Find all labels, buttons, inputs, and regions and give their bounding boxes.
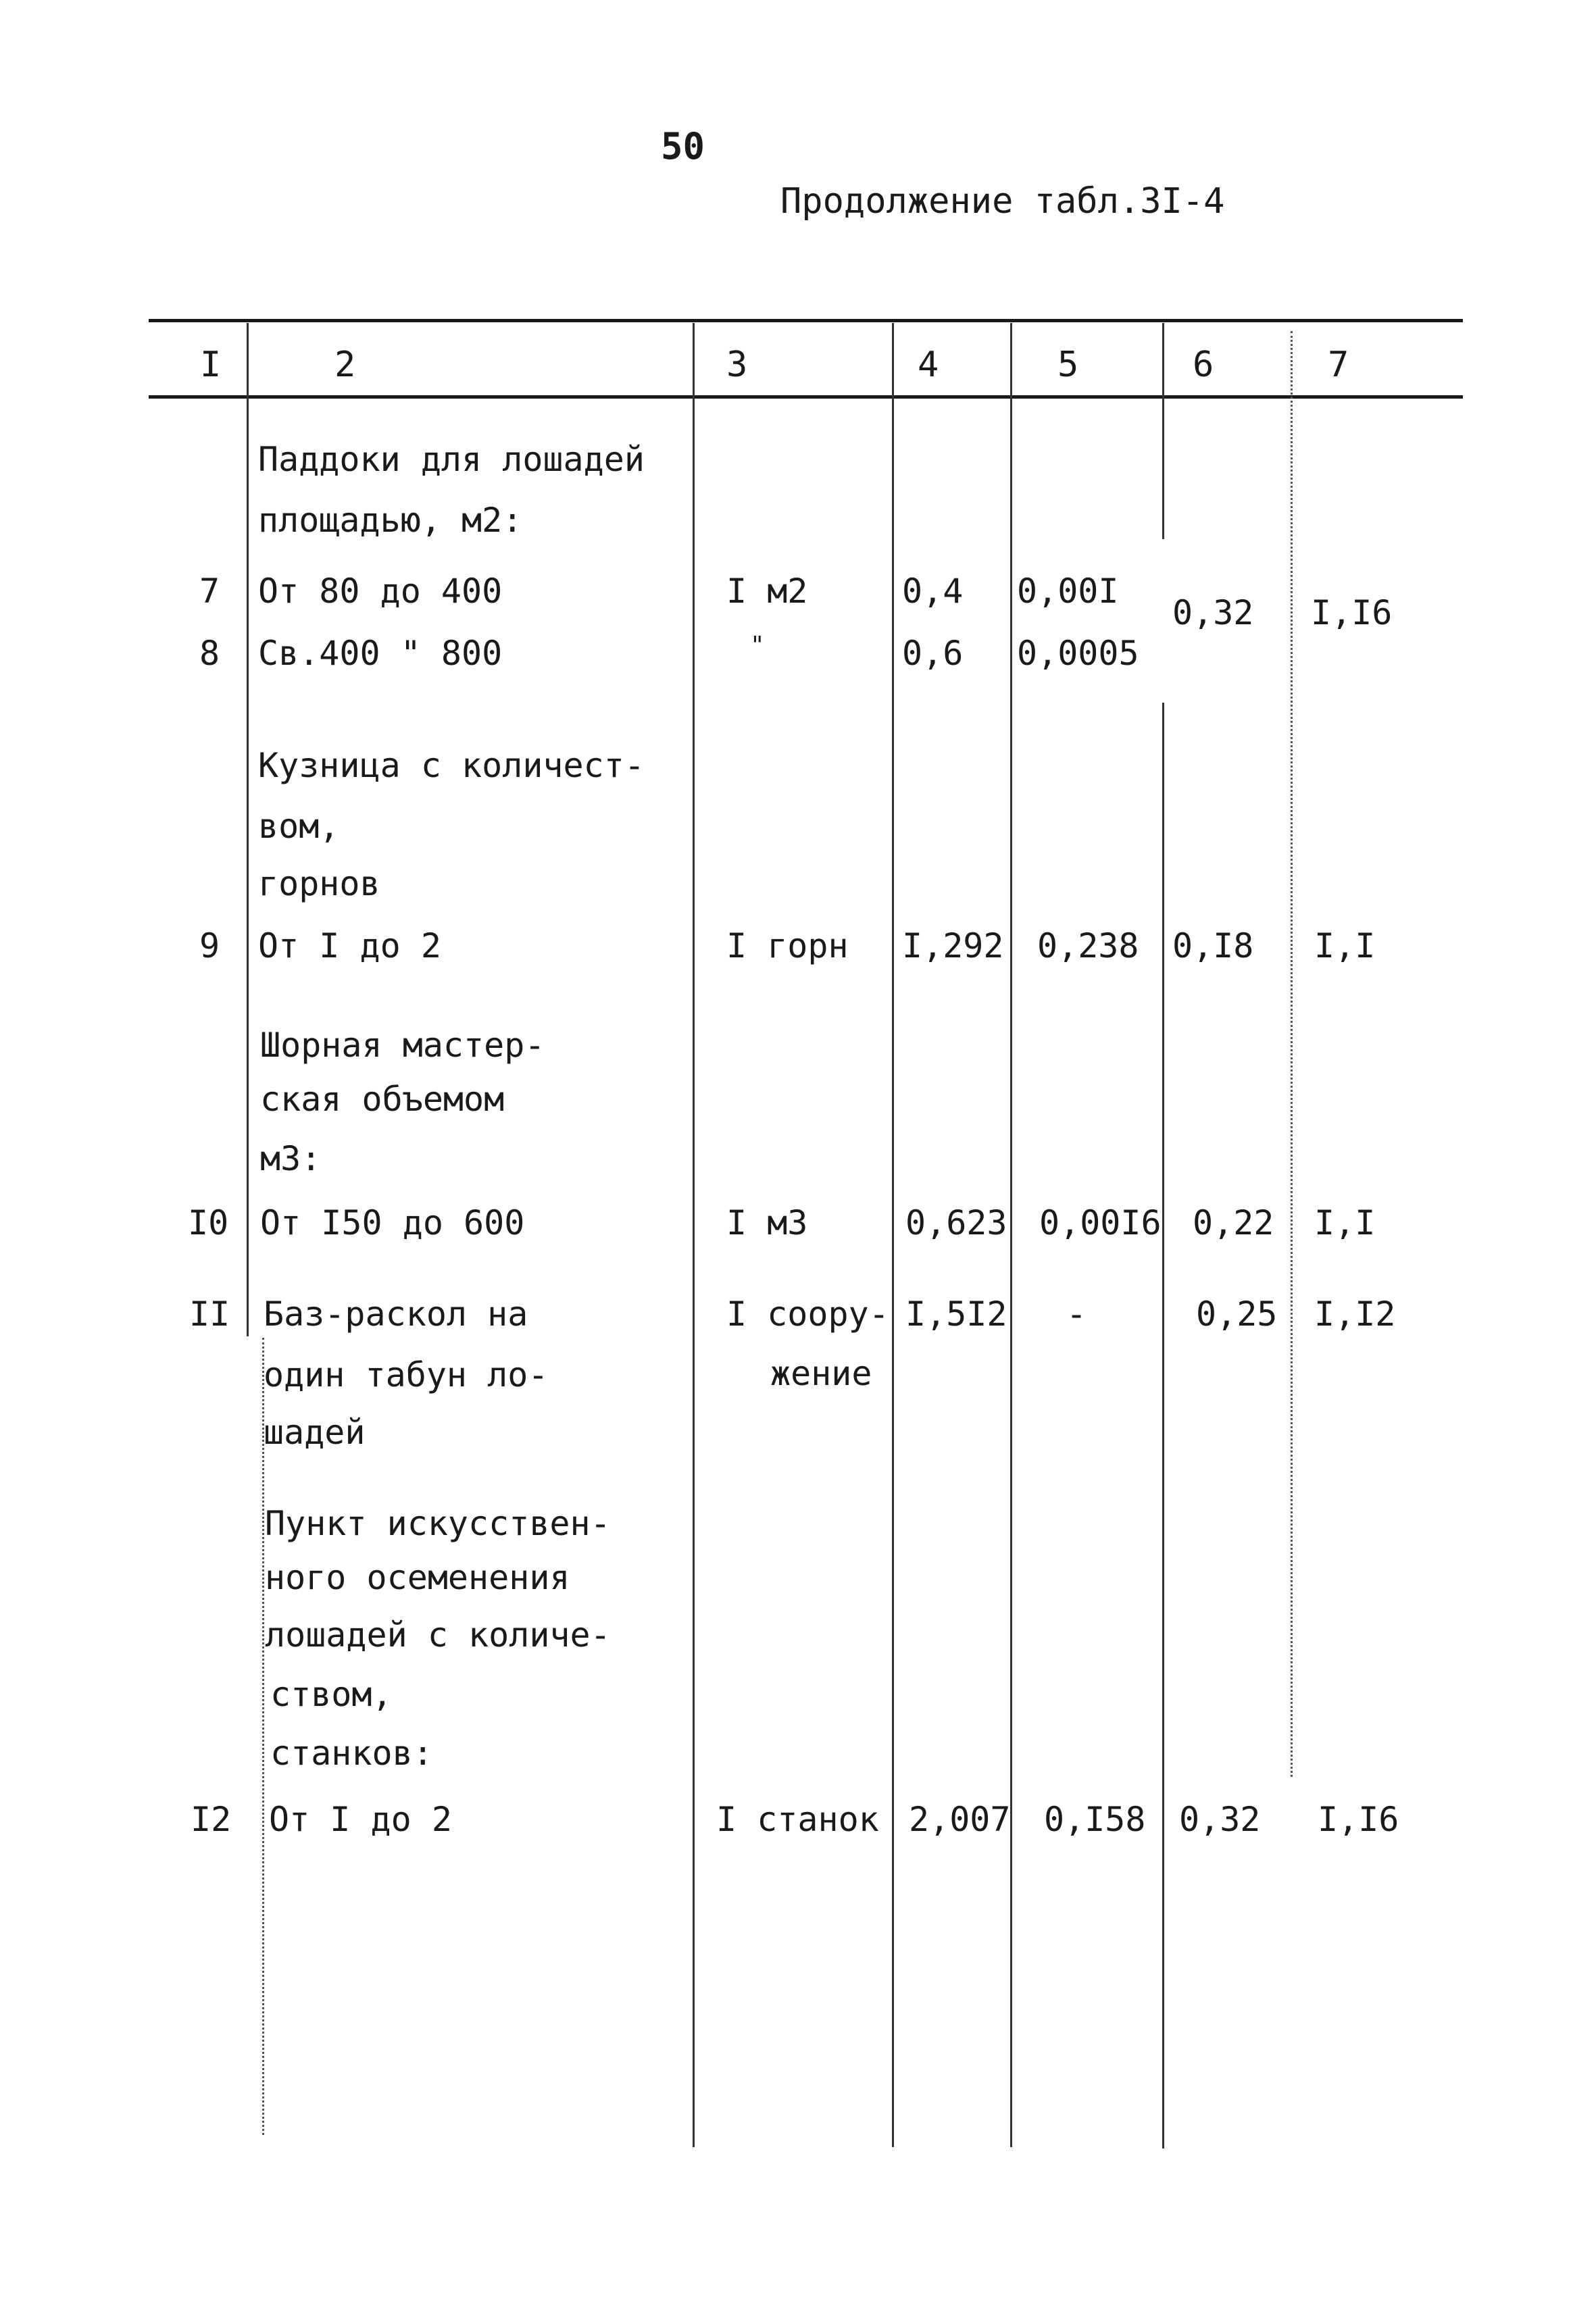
row-number: I2 (191, 1800, 232, 1839)
group-heading-line: ством, (270, 1675, 393, 1714)
row-col-5: 0,00I6 (1039, 1203, 1162, 1242)
row-description: Баз-раскол на (264, 1294, 528, 1334)
row-col-5: 0,238 (1037, 926, 1139, 965)
group-heading-line: м3: (260, 1139, 322, 1178)
row-col-5: 0,0005 (1017, 634, 1139, 673)
header-col-2: 2 (334, 345, 356, 385)
row-col-6: 0,32 (1179, 1800, 1261, 1839)
row-col-6: 0,22 (1193, 1203, 1274, 1242)
row-unit: I горн (726, 926, 849, 965)
row-col-7: I,I (1314, 1203, 1376, 1242)
column-divider-5b (1162, 703, 1164, 2148)
header-col-1: I (200, 345, 222, 385)
group-heading-line: горнов (258, 864, 380, 903)
group-heading-line: Паддоки для лошадей (258, 440, 645, 479)
row-unit: I м3 (726, 1203, 808, 1242)
row-description: Св.400 " 800 (258, 634, 503, 673)
group-heading-line: вом, (258, 807, 340, 846)
table-continuation-caption: Продолжение табл.3I-4 (780, 181, 1225, 222)
page-number: 50 (661, 125, 705, 168)
row-number: I0 (188, 1203, 229, 1242)
header-col-4: 4 (918, 345, 939, 385)
row-col-5: 0,00I (1017, 572, 1119, 611)
row-number: 7 (199, 572, 220, 611)
row-unit: I м2 (726, 572, 808, 611)
row-description: От I до 2 (269, 1800, 452, 1839)
row-unit: жение (770, 1354, 872, 1393)
row-description: От I до 2 (258, 926, 441, 965)
row-col-7: I,I (1314, 926, 1376, 965)
row-number: 8 (199, 634, 220, 673)
group-heading-line: Кузница с количест- (258, 746, 645, 785)
row-col-5: 0,I58 (1044, 1800, 1146, 1839)
row-description: От I50 до 600 (260, 1203, 525, 1242)
row-col-4: 2,007 (909, 1800, 1011, 1839)
column-divider-4 (1010, 323, 1012, 2147)
row-col-4: I,5I2 (905, 1294, 1007, 1334)
row-col-7: I,I6 (1318, 1800, 1399, 1839)
row-unit: I станок (716, 1800, 879, 1839)
merged-col-7: I,I6 (1311, 593, 1393, 632)
header-col-6: 6 (1193, 345, 1214, 385)
row-unit: " (750, 632, 765, 659)
header-col-5: 5 (1057, 345, 1079, 385)
row-description: один табун ло- (264, 1355, 549, 1394)
row-description: шадей (264, 1413, 366, 1452)
group-heading-line: лошадей с количе- (265, 1615, 611, 1655)
row-description: От 80 до 400 (258, 572, 503, 611)
merged-col-6: 0,32 (1172, 593, 1254, 632)
row-col-6: 0,25 (1196, 1294, 1278, 1334)
column-divider-6 (1291, 331, 1293, 1777)
group-heading-line: площадью, м2: (258, 501, 523, 540)
row-col-7: I,I2 (1314, 1294, 1396, 1334)
header-top-rule (149, 319, 1463, 322)
column-divider-1 (247, 323, 249, 1336)
row-col-4: I,292 (902, 926, 1004, 965)
column-divider-5a (1162, 323, 1164, 539)
row-unit: I соору- (726, 1294, 889, 1334)
column-divider-1-dotted (262, 1338, 264, 2135)
header-bottom-rule (149, 395, 1463, 399)
row-col-4: 0,6 (902, 634, 964, 673)
group-heading-line: ская объемом (260, 1080, 505, 1119)
row-col-4: 0,4 (902, 572, 964, 611)
group-heading-line: станков: (270, 1734, 433, 1773)
header-col-7: 7 (1328, 345, 1349, 385)
row-col-6: 0,I8 (1172, 926, 1254, 965)
group-heading-line: ного осеменения (265, 1558, 570, 1597)
row-number: II (189, 1294, 230, 1334)
column-divider-3 (892, 323, 894, 2147)
row-number: 9 (199, 926, 220, 965)
group-heading-line: Шорная мастер- (260, 1026, 545, 1065)
header-col-3: 3 (726, 345, 748, 385)
column-divider-2 (693, 323, 695, 2147)
group-heading-line: Пункт искусствен- (265, 1504, 611, 1543)
row-col-5: - (1066, 1294, 1087, 1334)
row-col-4: 0,623 (905, 1203, 1007, 1242)
